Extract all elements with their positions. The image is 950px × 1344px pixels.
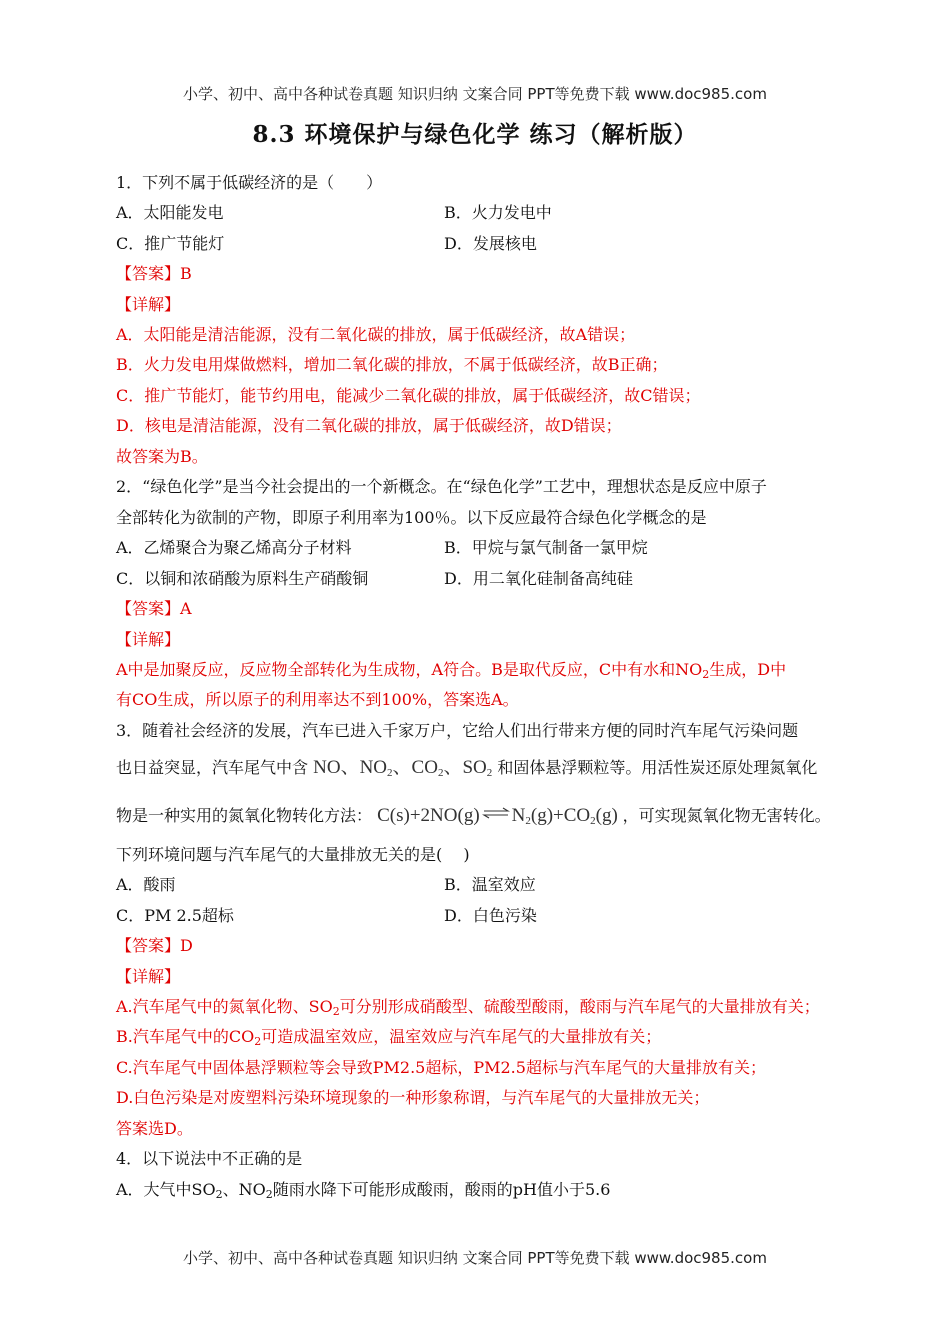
q2-option-a: A．乙烯聚合为聚乙烯高分子材料	[116, 538, 352, 557]
q3-explanation-d: D.白色污染是对废塑料污染环境现象的一种形象称谓，与汽车尾气的大量排放无关；	[116, 1088, 710, 1107]
q3-option-b: B．温室效应	[444, 875, 536, 894]
q3-stem-line3: 物是一种实用的氮氧化物转化方法： C(s)+2NO(g) $N_2(g)+CO_2(g)$ ，可实现氮氧化物无害转化。	[116, 805, 831, 827]
q3-explanation-a: A.汽车尾气中的氮氧化物、$SO_2$可分别形成硝酸型、硫酸型酸雨，酸雨与汽车尾气的大量排放有关；	[116, 997, 820, 1018]
q4-option-a: A．大气中$SO_2$、$NO_2$随雨水降下可能形成酸雨，酸雨的pH值小于5.6	[116, 1180, 611, 1201]
q3-option-d: D．白色污染	[444, 906, 537, 925]
q1-explanation-c: C．推广节能灯，能节约用电，能减少二氧化碳的排放，属于低碳经济，故C错误；	[116, 386, 701, 405]
q1-detail-label: 【详解】	[116, 295, 181, 314]
q3-option-a: A．酸雨	[116, 875, 176, 894]
q1-conclusion: 故答案为B。	[116, 447, 208, 466]
q3-conclusion: 答案选D。	[116, 1119, 193, 1138]
q3-explanation-c: C.汽车尾气中固体悬浮颗粒等会导致PM2.5超标，PM2.5超标与汽车尾气的大量排放有关；	[116, 1058, 766, 1077]
q1-option-a: A．太阳能发电	[116, 203, 224, 222]
q1-option-b: B．火力发电中	[444, 203, 552, 222]
q3-option-c: C．PM 2.5超标	[116, 906, 234, 925]
q3-stem-line1: 3．随着社会经济的发展，汽车已进入千家万户，它给人们出行带来方便的同时汽车尾气污染问题	[116, 721, 799, 740]
q2-stem-line1: 2．“绿色化学”是当今社会提出的一个新概念。在“绿色化学”工艺中，理想状态是反应中原子	[116, 477, 767, 496]
q2-stem-line2: 全部转化为欲制的产物，即原子利用率为100％。以下反应最符合绿色化学概念的是	[116, 508, 707, 527]
q1-stem: 1．下列不属于低碳经济的是（ ）	[116, 173, 383, 192]
q4-stem: 4．以下说法中不正确的是	[116, 1149, 303, 1168]
q2-option-b: B．甲烷与氯气制备一氯甲烷	[444, 538, 648, 557]
q2-explanation-line1: A中是加聚反应，反应物全部转化为生成物，A符合。B是取代反应，C中有水和$NO_2$生成，D中	[116, 660, 787, 681]
q2-option-d: D．用二氧化硅制备高纯硅	[444, 569, 633, 588]
page-footer: 小学、初中、高中各种试卷真题 知识归纳 文案合同 PPT等免费下载 www.doc985.com	[183, 1249, 767, 1267]
q3-gas-list: NO、$NO_2$、$CO_2$、$SO_2$	[313, 757, 493, 779]
q1-option-c: C．推广节能灯	[116, 234, 225, 253]
q1-explanation-a: A．太阳能是清洁能源，没有二氧化碳的排放，属于低碳经济，故A错误；	[116, 325, 636, 344]
q3-explanation-b: B.汽车尾气中的$CO_2$可造成温室效应，温室效应与汽车尾气的大量排放有关；	[116, 1027, 662, 1048]
q1-explanation-b: B．火力发电用煤做燃料，增加二氧化碳的排放，不属于低碳经济，故B正确；	[116, 355, 668, 374]
q1-option-d: D．发展核电	[444, 234, 537, 253]
q2-answer: 【答案】A	[116, 599, 192, 618]
q3-stem-line2: 也日益突显，汽车尾气中含 NO、$NO_2$、$CO_2$、$SO_2$ 和固体悬浮颗粒等。用活性炭还原处理氮氧化	[116, 757, 818, 779]
page-title: 8.3 环境保护与绿色化学 练习（解析版）	[252, 121, 698, 148]
q1-answer: 【答案】B	[116, 264, 192, 283]
q3-answer: 【答案】D	[116, 936, 193, 955]
reversible-arrow-icon	[482, 807, 510, 819]
q2-detail-label: 【详解】	[116, 630, 181, 649]
q2-explanation-line2: 有CO生成，所以原子的利用率达不到100%，答案选A。	[116, 690, 519, 709]
q1-explanation-d: D．核电是清洁能源，没有二氧化碳的排放，属于低碳经济，故D错误；	[116, 416, 622, 435]
q3-stem-line4: 下列环境问题与汽车尾气的大量排放无关的是( )	[116, 845, 470, 864]
page-header: 小学、初中、高中各种试卷真题 知识归纳 文案合同 PPT等免费下载 www.doc985.com	[183, 85, 767, 103]
q3-detail-label: 【详解】	[116, 967, 181, 986]
q2-option-c: C．以铜和浓硝酸为原料生产硝酸铜	[116, 569, 369, 588]
q3-equation: C(s)+2NO(g) $N_2(g)+CO_2(g)$	[377, 805, 618, 827]
